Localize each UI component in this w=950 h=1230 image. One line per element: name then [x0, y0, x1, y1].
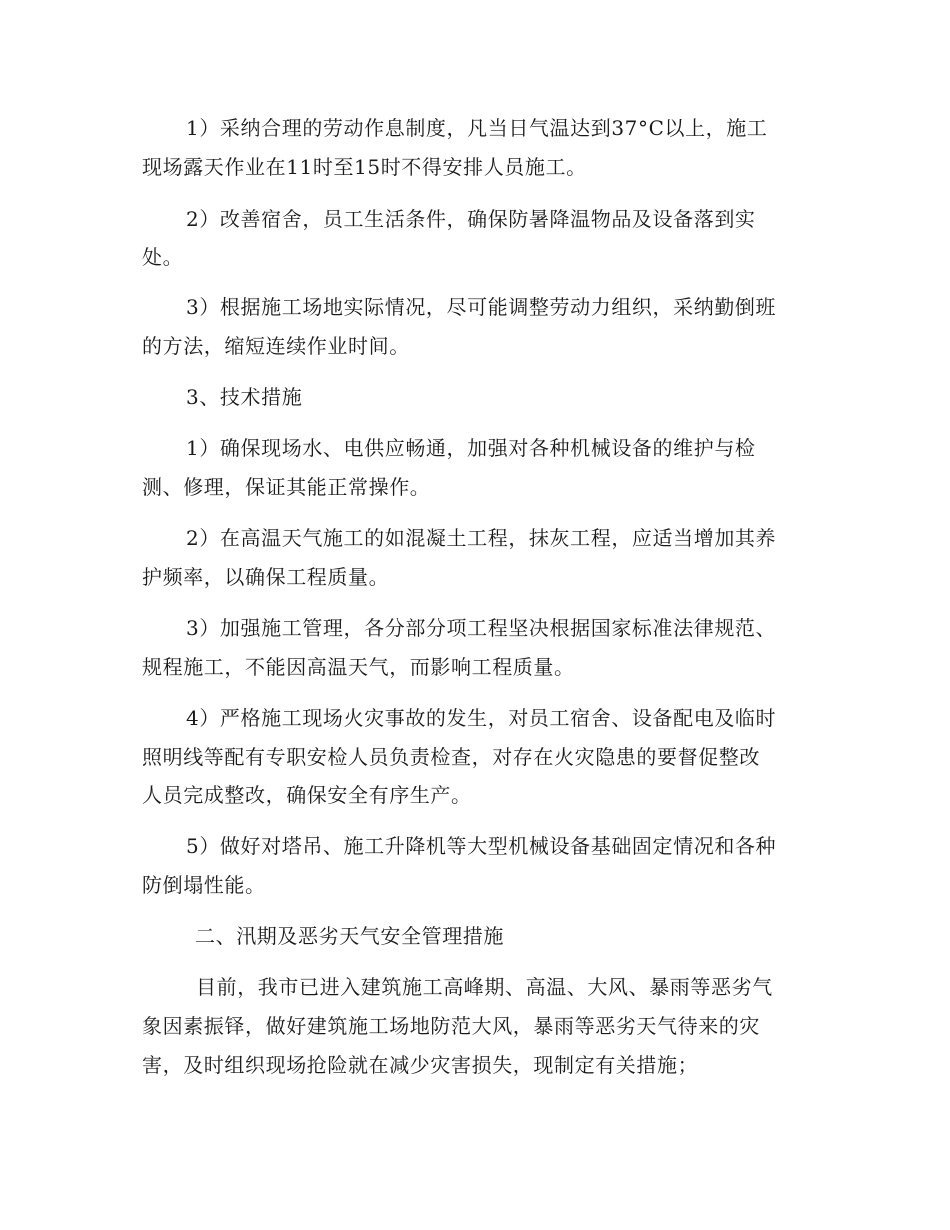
text-line-9: 测、修理，保证其能正常操作。: [142, 475, 431, 499]
text-line-4: 处。: [142, 245, 184, 269]
text-line-8: 1）确保现场水、电供应畅通，加强对各种机械设备的维护与检: [186, 436, 756, 460]
text-line-5: 3）根据施工场地实际情况，尽可能调整劳动力组织，采纳勤倒班: [186, 295, 777, 319]
text-line-11: 护频率，以确保工程质量。: [142, 565, 390, 589]
text-line-22: 害，及时组织现场抢险就在减少灾害损失，现制定有关措施；: [142, 1053, 699, 1077]
section-heading-technical-measures: 3、技术措施: [186, 385, 303, 409]
text-line-10: 2）在高温天气施工的如混凝土工程，抹灰工程，应适当增加其养: [186, 526, 777, 550]
text-line-21: 象因素振铎，做好建筑施工场地防范大风，暴雨等恶劣天气待来的灾: [142, 1014, 760, 1038]
text-line-16: 人员完成整改，确保安全有序生产。: [142, 783, 472, 807]
text-line-1: 1）采纳合理的劳动作息制度，凡当日气温达到37°C以上，施工: [186, 116, 768, 140]
text-line-18: 防倒塌性能。: [142, 873, 266, 897]
text-line-6: 的方法，缩短连续作业时间。: [142, 334, 410, 358]
text-line-12: 3）加强施工管理，各分部分项工程坚决根据国家标准法律规范、: [186, 616, 777, 640]
text-line-17: 5）做好对塔吊、施工升降机等大型机械设备基础固定情况和各种: [186, 834, 777, 858]
text-line-15: 照明线等配有专职安检人员负责检查，对存在火灾隐患的要督促整改: [142, 745, 760, 769]
section-heading-flood-season: 二、汛期及恶劣天气安全管理措施: [195, 924, 504, 948]
text-line-13: 规程施工，不能因高温天气，而影响工程质量。: [142, 655, 575, 679]
text-line-3: 2）改善宿舍，员工生活条件，确保防暑降温物品及设备落到实: [186, 207, 756, 231]
text-line-20: 目前，我市已进入建筑施工高峰期、高温、大风、暴雨等恶劣气: [196, 975, 773, 999]
text-line-14: 4）严格施工现场火灾事故的发生，对员工宿舍、设备配电及临时: [186, 706, 777, 730]
text-line-2: 现场露天作业在11时至15时不得安排人员施工。: [142, 155, 587, 179]
